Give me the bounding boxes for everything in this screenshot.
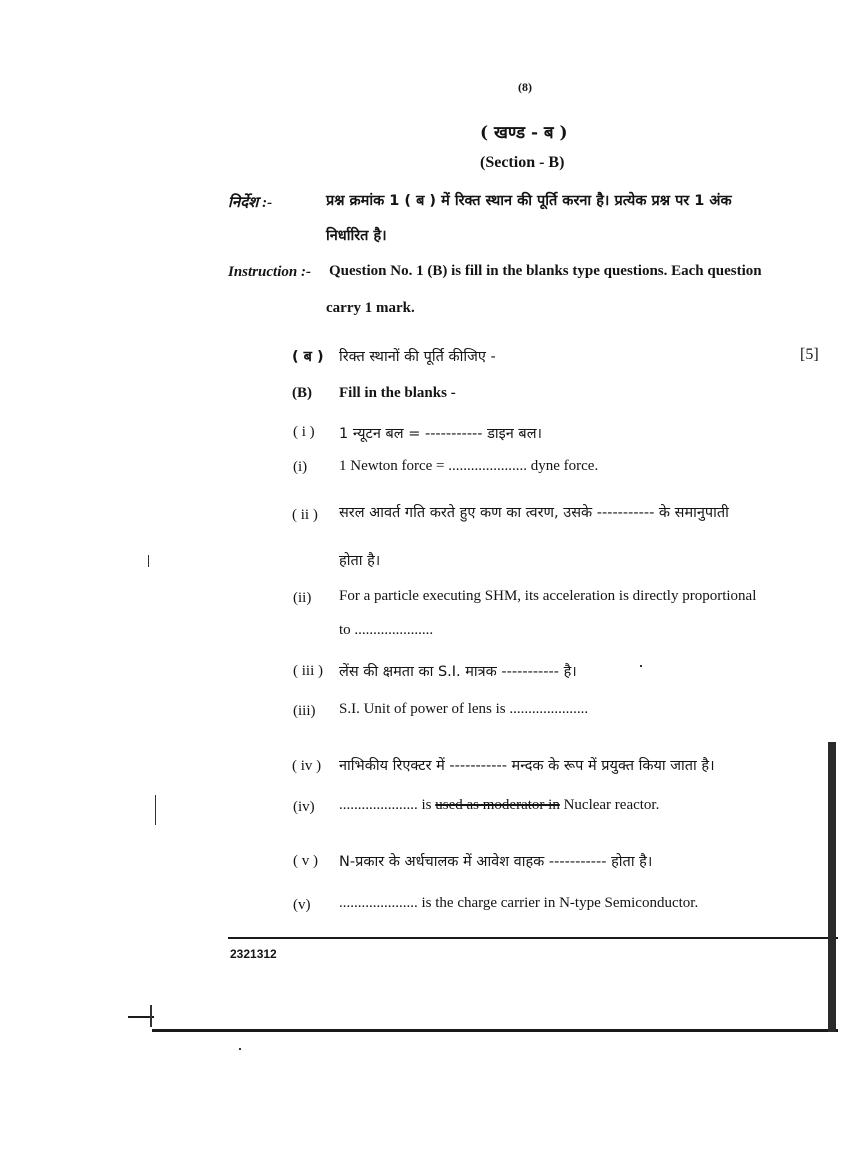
instruction-label-hindi: निर्देश :- xyxy=(228,195,273,211)
instruction-english-line1: Question No. 1 (B) is fill in the blanks type questions. Each question xyxy=(329,263,762,279)
footer-code: 2321312 xyxy=(230,947,277,961)
item-text-hindi: N-प्रकार के अर्धचालक में आवेश वाहक ----------- होता है। xyxy=(339,854,653,870)
item-text-hindi-continued: होता है। xyxy=(339,553,381,569)
item-text-hindi: नाभिकीय रिएक्टर में ----------- मन्दक के रूप में प्रयुक्त किया जाता है। xyxy=(339,758,715,774)
scan-mark xyxy=(640,665,642,667)
instruction-hindi-line1: प्रश्न क्रमांक 1 ( ब ) में रिक्त स्थान की पूर्ति करना है। प्रत्येक प्रश्न पर 1 अंक xyxy=(326,193,732,209)
item-number-hindi: ( v ) xyxy=(293,853,318,869)
item-number-english: (iv) xyxy=(293,799,315,815)
instruction-english-line2: carry 1 mark. xyxy=(326,300,415,316)
marks-label: [5] xyxy=(800,346,819,363)
item-number-hindi: ( ii ) xyxy=(292,507,318,523)
item-text-english xyxy=(339,797,659,814)
item-number-english: (ii) xyxy=(293,590,312,606)
page-number: (8) xyxy=(518,80,532,94)
instruction-hindi-line2: निर्धारित है। xyxy=(326,228,387,244)
item-number-english: (iii) xyxy=(293,703,316,719)
scan-mark xyxy=(155,795,156,825)
item-number-hindi: ( i ) xyxy=(293,424,315,440)
item-text-hindi: 1 न्यूटन बल = ----------- डाइन बल। xyxy=(339,426,543,442)
question-marker-english: (B) xyxy=(292,385,312,401)
struck-through-text: used as moderator in xyxy=(435,797,560,813)
item-text-hindi: लेंस की क्षमता का S.I. मात्रक ----------- है। xyxy=(339,664,577,680)
scan-mark xyxy=(239,1048,241,1050)
blank-dots: ..................... is xyxy=(339,797,436,813)
scan-mark xyxy=(148,555,149,567)
item-number-english: (i) xyxy=(293,459,308,475)
section-title-hindi: ( खण्ड - ब ) xyxy=(480,123,568,143)
item-number-english: (v) xyxy=(293,897,311,913)
item-text-english: S.I. Unit of power of lens is ..................... xyxy=(339,701,589,717)
scan-mark xyxy=(150,1005,152,1027)
item-text-hindi: सरल आवर्त गति करते हुए कण का त्वरण, उसके ----------- के समानुपाती xyxy=(339,505,729,521)
item-text-english-continued: to ..................... xyxy=(339,622,434,638)
item-text-english: 1 Newton force = ..................... dyne force. xyxy=(339,458,599,474)
section-title-english: (Section - B) xyxy=(480,154,565,171)
item-number-hindi: ( iv ) xyxy=(292,758,322,774)
item-number-hindi: ( iii ) xyxy=(293,663,323,679)
footer-rule xyxy=(228,937,838,939)
page-right-edge-shadow xyxy=(828,742,836,1032)
page-bottom-border xyxy=(152,1029,838,1032)
question-marker-hindi: ( ब ) xyxy=(292,349,324,365)
item-text-english: For a particle executing SHM, its acceleration is directly proportional xyxy=(339,588,757,604)
item-text-tail: Nuclear reactor. xyxy=(559,797,660,813)
item-text-english: ..................... is the charge carrier in N-type Semiconductor. xyxy=(339,895,699,911)
question-title-english: Fill in the blanks - xyxy=(339,385,456,401)
instruction-label-english: Instruction :- xyxy=(228,264,311,280)
question-title-hindi: रिक्त स्थानों की पूर्ति कीजिए - xyxy=(339,349,496,365)
